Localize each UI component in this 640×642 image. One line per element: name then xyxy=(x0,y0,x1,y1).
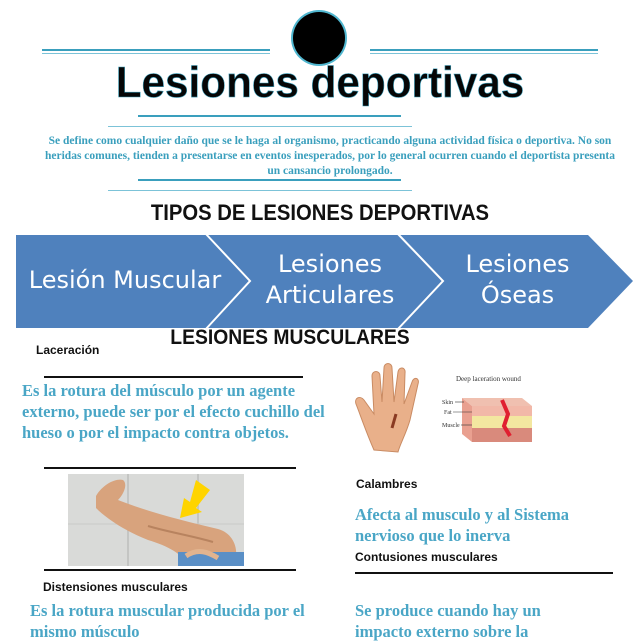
leg-photo-illustration xyxy=(68,474,244,566)
page-title: Lesiones deportivas xyxy=(115,58,525,107)
chevron-label-line2: Óseas xyxy=(480,281,555,309)
title-underline xyxy=(138,115,401,117)
contusiones-rule xyxy=(355,572,613,574)
intro-underline-thin xyxy=(108,190,412,191)
contusiones-label: Contusiones musculares xyxy=(355,550,498,564)
contusiones-text: Se produce cuando hay un impacto externo sobre la xyxy=(355,601,541,641)
chevron-lesiones-oseas xyxy=(420,249,615,311)
calambres-label: Calambres xyxy=(356,477,418,491)
laceracion-rule-bottom xyxy=(44,467,296,469)
header-rule-right-thin xyxy=(370,53,598,54)
distensiones-label: Distensiones musculares xyxy=(43,580,188,594)
header-rule-right xyxy=(370,49,598,51)
laceracion-text: Es la rotura del músculo por un agente externo, puede ser por el efecto cuchillo del hueso o por el impacto contra objetos. xyxy=(22,381,325,442)
chevron-label-line1: Lesiones xyxy=(277,250,383,278)
laceracion-label: Laceración xyxy=(36,343,100,357)
laceration-diagram xyxy=(352,362,542,457)
chevron-label-line1: Lesiones xyxy=(465,250,570,278)
chevron-lesion-muscular xyxy=(20,265,230,296)
svg-text:Fat: Fat xyxy=(444,410,452,416)
diagram-caption: Deep laceration wound xyxy=(456,375,521,383)
laceracion-rule-top xyxy=(44,376,303,378)
chevron-label-line2: Articulares xyxy=(265,281,395,309)
distensiones-text: Es la rotura muscular producida por el mismo músculo xyxy=(30,601,305,641)
svg-text:Muscle: Muscle xyxy=(442,423,460,429)
hand-laceration-illustration xyxy=(352,362,542,457)
svg-text:Skin: Skin xyxy=(442,400,454,406)
types-section-title: TIPOS DE LESIONES DEPORTIVAS xyxy=(150,200,490,225)
calambres-text: Afecta al musculo y al Sistema nervioso que lo inerva xyxy=(355,505,570,545)
chevron-lesiones-articulares xyxy=(230,249,430,311)
header-rule-left xyxy=(42,49,270,51)
leg-injury-photo xyxy=(68,474,244,566)
muscular-section-title: LESIONES MUSCULARES xyxy=(170,326,410,349)
leg-photo-rule-bottom xyxy=(44,569,296,571)
header-circle-decoration xyxy=(293,12,345,64)
title-underline-thin xyxy=(108,126,412,127)
intro-paragraph: Se define como cualquier daño que se le haga al organismo, practicando alguna actividad física o deportiva. No son heridas comunes, tienden a presentarse en eventos inesperados, por lo general ocurren cuando el deportista presenta un cansancio prolongado. xyxy=(45,135,615,177)
chevron-label: Lesión Muscular xyxy=(28,266,222,294)
header-rule-left-thin xyxy=(42,53,270,54)
intro-underline xyxy=(138,179,401,181)
